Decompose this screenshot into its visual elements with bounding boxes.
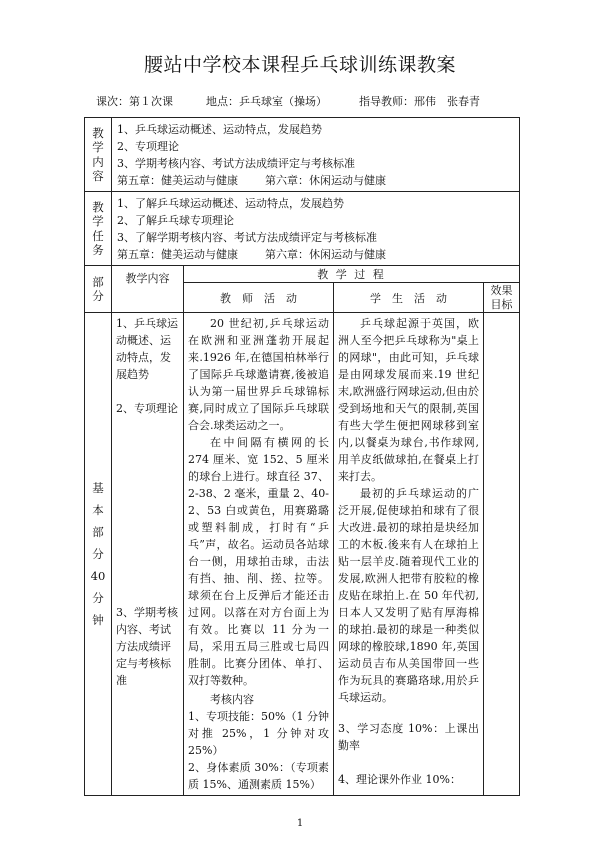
lesson-number: 课次：第１次课 [96,95,173,108]
student-paragraph: 乒乓球起源于英国，欧洲人至今把乒乓球称为"桌上的网球"，由此可知，乒乓球是由网球发展而来.19 世纪末,欧洲盛行网球运动,但由於受到场地和天气的限制,英国有些大学生便把网球移到室内,以餐桌为球台,书作球网,用羊皮纸做球拍,在餐桌上打来打去。 [338,317,479,483]
process-header: 教 学 过 程 [184,266,520,283]
basic-section-label: 基 本 部 分 40 分 钟 [85,313,112,796]
content-line: 2、专项理论 [117,140,179,153]
task-line: 3、了解学期考核内容、考试方法成绩评定与考核标准 [117,231,377,244]
basic-section-row [85,313,520,796]
exam-item: 2、身体素质 30%：（专项素质 15%、通测素质 15%） [188,761,329,791]
task-line: 1、了解乒乓球运动概述、运动特点，发展趋势 [117,197,344,210]
teacher-paragraph: 在中间隔有横网的长 274 厘米、宽 152、5 厘米的球台上进行。球直径 37、2-38、2 毫米，重量 2、40-2、53 白或黄色，用赛璐璐或塑料制成，打时有“乒乓”声，故名。运动员各站球台一侧，用球拍击球，击法有挡、抽、削、搓、拉等。球须在台上反弹后才能还击过网。以落在对方台面上为有效。比赛以 11 分为一局，采用五局三胜或七局四胜制。比赛分团体、单打、双打等数种。 [188,436,329,687]
lesson-teacher: 指导教师：邢伟 张春青 [359,95,480,108]
content-section-body [112,118,520,192]
effect-target-header: 效果 目标 [484,283,520,313]
content-line: 1、乒乓球运动概述、运动特点，发展趋势 [117,123,322,136]
effect-target-cell [484,313,520,796]
page-number: 1 [296,818,304,829]
part-label: 部 分 [85,266,112,313]
content-column-header: 教学内容 [112,266,184,313]
lesson-location: 地点：乒乓球室（操场） [206,95,327,108]
teacher-activity-cell [184,313,334,796]
student-exam-item: 4、理论课外作业 10%： [338,773,461,786]
task-line: 2、了解乒乓球专项理论 [117,214,234,227]
student-paragraph: 最初的乒乓球运动的广泛开展,促使球拍和球有了很大改进.最初的球拍是块经加工的木板.後来有人在球拍上贴一层羊皮.随着现代工业的发展,欧洲人把带有胶粒的橡皮贴在球拍上.在 50 年代初,日本人又发明了贴有厚海棉的球拍.最初的球是一种类似网球的橡胶球,1890 年,英国运动员吉布从美国带回一些作为玩具的赛璐珞球,用於乒乓球运动。 [338,487,479,704]
task-section-label: 教 学 任 务 [85,192,112,266]
page-title: 腰站中学校本课程乒乓球训练课教案 [143,54,456,76]
content-section-label: 教 学 内 容 [85,118,112,192]
lesson-plan-table [84,117,520,796]
teacher-activity-header: 教 师 活 动 [184,283,334,313]
task-section-body [112,192,520,266]
student-activity-cell [334,313,484,796]
teacher-paragraph: 20 世纪初,乒乓球运动在欧洲和亚洲蓬勃开展起来.1926 年,在德国柏林举行了国际乒乓球邀请赛,後被追认为第一届世界乒乓球锦标赛,同时成立了国际乒乓球联合会.球类运动之一。 [188,317,329,432]
exam-item: 1、专项技能：50%（1 分钟对推 25%，1 分钟对攻 25%） [188,710,329,757]
process-header-row [85,266,520,283]
content-line: 3、学期考核内容、考试方法成绩评定与考核标准 [117,157,355,170]
task-section-row [85,192,520,266]
content-item-1: 1、乒乓球运动概述、运动特点，发展趋势 [116,317,178,381]
content-section-row [85,118,520,192]
task-chapter-line: 第五章：健美运动与健康 第六章：休闲运动与健康 [117,248,386,261]
student-exam-item: 3、学习态度 10%：上课出勤率 [338,722,479,752]
student-activity-header: 学 生 活 动 [334,283,484,313]
basic-content-cell [112,313,184,796]
content-item-3: 3、学期考核内容、考试方法成绩评定与考核标准 [116,606,178,687]
content-item-2: 2、专项理论 [116,402,178,415]
exam-title: 考核内容 [210,693,254,706]
content-chapter-line: 第五章：健美运动与健康 第六章：休闲运动与健康 [117,174,386,187]
